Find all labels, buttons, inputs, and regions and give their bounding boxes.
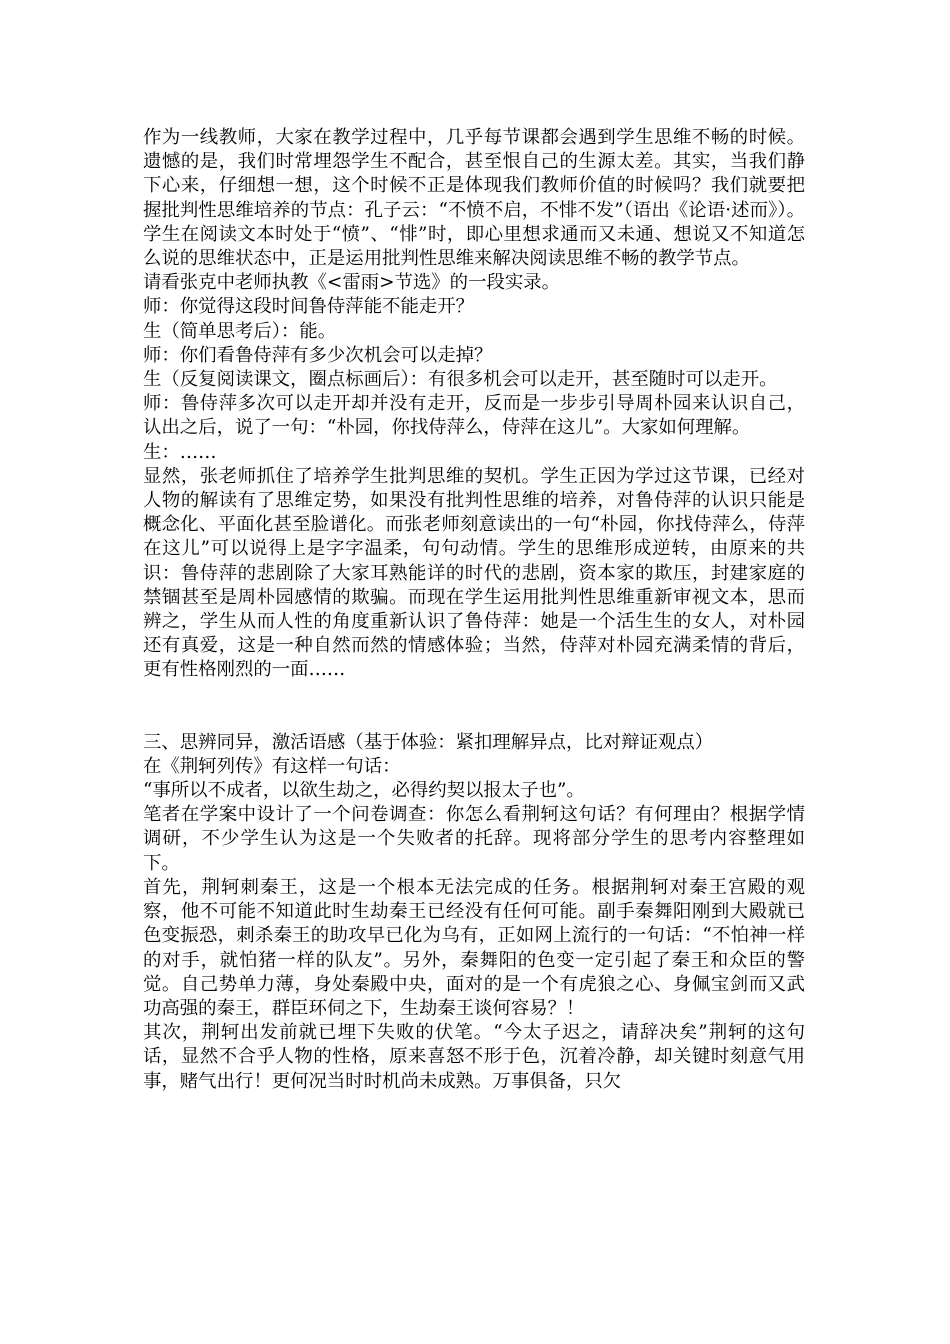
paragraph-quote-intro: 在《荆轲列传》有这样一句话： [143, 755, 401, 777]
paragraph-intro: 作为一线教师，大家在教学过程中，几乎每节课都会遇到学生思维不畅的时候。遗憾的是，我们时常埋怨学生不配合，甚至恨自己的生源太差。其实，当我们静下心来，仔细想一想，这个时候不正是体现我们教师价值的时候吗？我们就要把握批判性思维培养的节点：孔子云：“不愤不启，不悱不发”（语出《论语·述而》）。学生在阅读文本时处于“愤”、“悱”时，即心里想求通而又未通、想说又不知道怎么说的思维状态中，正是运用批判性思维来解决阅读思维不畅的教学节点。 [143, 127, 805, 270]
dialogue-line: 师：鲁侍萍多次可以走开却并没有走开，反而是一步步引导周朴园来认识自己，认出之后，说了一句：“朴园，你找侍萍么，侍萍在这儿”。大家如何理解。 [143, 393, 805, 439]
dialogue-line: 师：你们看鲁侍萍有多少次机会可以走掉？ [143, 344, 493, 366]
paragraph-analysis: 显然，张老师抓住了培养学生批判思维的契机。学生正因为学过这节课，已经对人物的解读有了思维定势，如果没有批判性思维的培养，对鲁侍萍的认识只能是概念化、平面化甚至脸谱化。而张老师刻意读出的一句“朴园，你找侍萍么，侍萍在这儿”可以说得上是字字温柔，句句动情。学生的思维形成逆转，由原来的共识：鲁侍萍的悲剧除了大家耳熟能详的时代的悲剧，资本家的欺压，封建家庭的禁锢甚至是周朴园感情的欺骗。而现在学生运用批判性思维重新审视文本，思而辨之，学生从而人性的角度重新认识了鲁侍萍：她是一个活生生的女人，对朴园还有真爱，这是一种自然而然的情感体验；当然，侍萍对朴园充满柔情的背后，更有性格刚烈的一面…… [143, 465, 805, 681]
paragraph-survey: 笔者在学案中设计了一个问卷调查：你怎么看荆轲这句话？有何理由？根据学情调研，不少学生认为这是一个失败者的托辞。现将部分学生的思考内容整理如下。 [143, 804, 805, 874]
paragraph-case-intro: 请看张克中老师执教《<雷雨>节选》的一段实录。 [143, 272, 561, 294]
section-heading: 三、思辨同异，激活语感（基于体验：紧扣理解异点，比对辩证观点） [143, 731, 714, 753]
dialogue-line: 生（反复阅读课文，圈点标画后）：有很多机会可以走开，甚至随时可以走开。 [143, 369, 778, 391]
paragraph-first-point: 首先，荆轲刺秦王，这是一个根本无法完成的任务。根据荆轲对秦王宫殿的观察，他不可能不知道此时生劫秦王已经没有任何可能。副手秦舞阳刚到大殿就已色变振恐，刺杀秦王的助攻早已化为乌有，正如网上流行的一句话：“不怕神一样的对手，就怕猪一样的队友”。另外，秦舞阳的色变一定引起了秦王和众臣的警觉。自己势单力薄，身处秦殿中央，面对的是一个有虎狼之心、身佩宝剑而又武功高强的秦王，群臣环伺之下，生劫秦王谈何容易？！ [143, 876, 805, 1019]
dialogue-line: 生（简单思考后）：能。 [143, 320, 337, 342]
dialogue-line: 师：你觉得这段时间鲁侍萍能不能走开？ [143, 296, 475, 318]
document-body [143, 126, 805, 1094]
section-spacer [143, 683, 805, 731]
paragraph-quote: “事所以不成者，以欲生劫之，必得约契以报太子也”。 [143, 780, 585, 802]
dialogue-line: 生：…… [143, 441, 217, 463]
paragraph-second-point: 其次，荆轲出发前就已埋下失败的伏笔。“今太子迟之，请辞决矣”荆轲的这句话，显然不合乎人物的性格，原来喜怒不形于色，沉着冷静，却关键时刻意气用事，赌气出行！更何况当时时机尚未成熟。万事俱备，只欠 [143, 1022, 805, 1092]
